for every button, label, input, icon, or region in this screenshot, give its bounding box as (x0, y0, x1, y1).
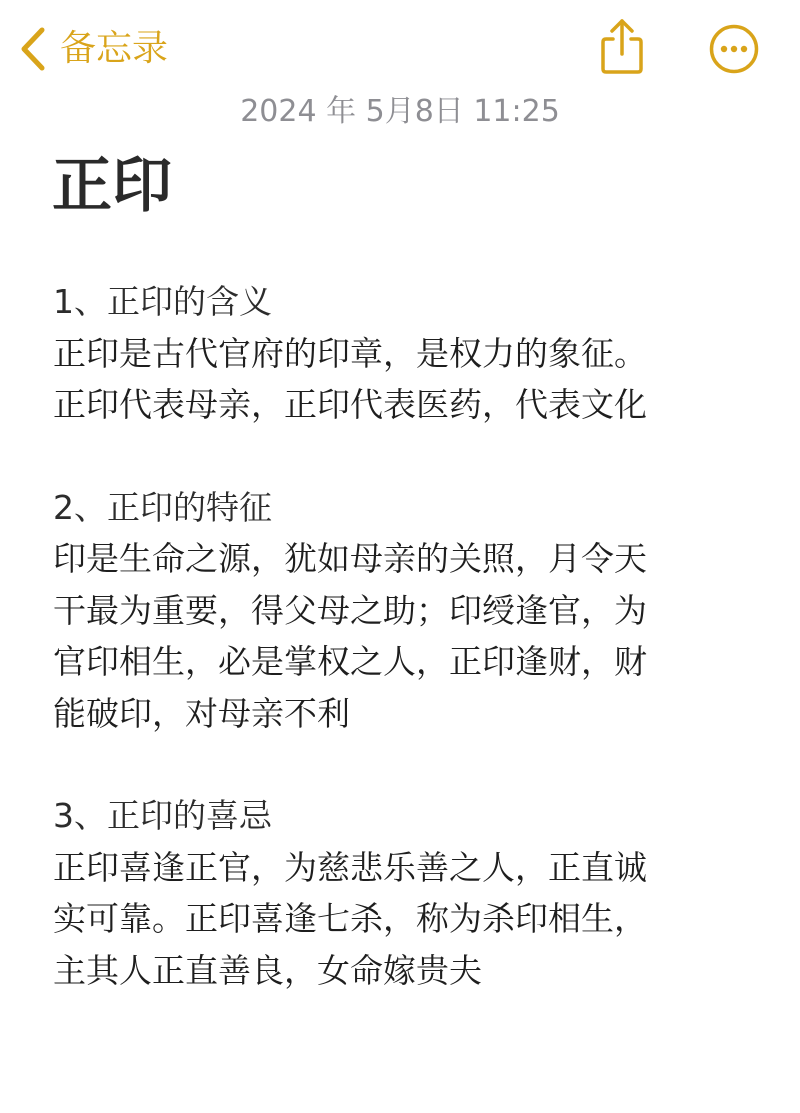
share-icon (598, 16, 646, 76)
note-date: 2024 年 5月8日 11:25 (240, 94, 560, 129)
section-heading: 3、正印的喜忌 (53, 796, 272, 835)
body-line: 实可靠。正印喜逢七杀，称为杀印相生， (53, 899, 647, 938)
section-heading: 1、正印的含义 (53, 282, 272, 321)
ellipsis-circle-icon (708, 23, 760, 75)
note-body[interactable] (53, 276, 765, 1047)
section-heading: 2、正印的特征 (53, 487, 272, 527)
body-line: 官印相生，必是掌权之人，正印逢财，财 (53, 642, 647, 681)
body-line: 正印代表母亲，正印代表医药，代表文化 (53, 385, 647, 424)
body-line: 干最为重要，得父母之助；印绶逢官，为 (53, 590, 647, 630)
body-line: 印是生命之源，犹如母亲的关照，月令天 (53, 539, 647, 578)
body-line: 正印是古代官府的印章，是权力的象征。 (53, 333, 647, 373)
body-line: 能破印，对母亲不利 (53, 693, 350, 733)
body-line: 正印喜逢正官，为慈悲乐善之人，正直诚 (53, 847, 647, 887)
back-button-label: 备忘录 (60, 28, 169, 69)
chevron-left-icon (20, 27, 46, 71)
body-line: 主其人正直善良，女命嫁贵夫 (53, 950, 482, 990)
note-section (53, 482, 765, 740)
back-button[interactable] (20, 24, 168, 74)
more-button[interactable] (708, 23, 760, 75)
navigation-bar (0, 0, 800, 95)
note-title[interactable]: 正印 (52, 151, 172, 221)
share-button[interactable] (598, 16, 646, 76)
note-section (53, 276, 765, 431)
note-section (53, 790, 765, 996)
